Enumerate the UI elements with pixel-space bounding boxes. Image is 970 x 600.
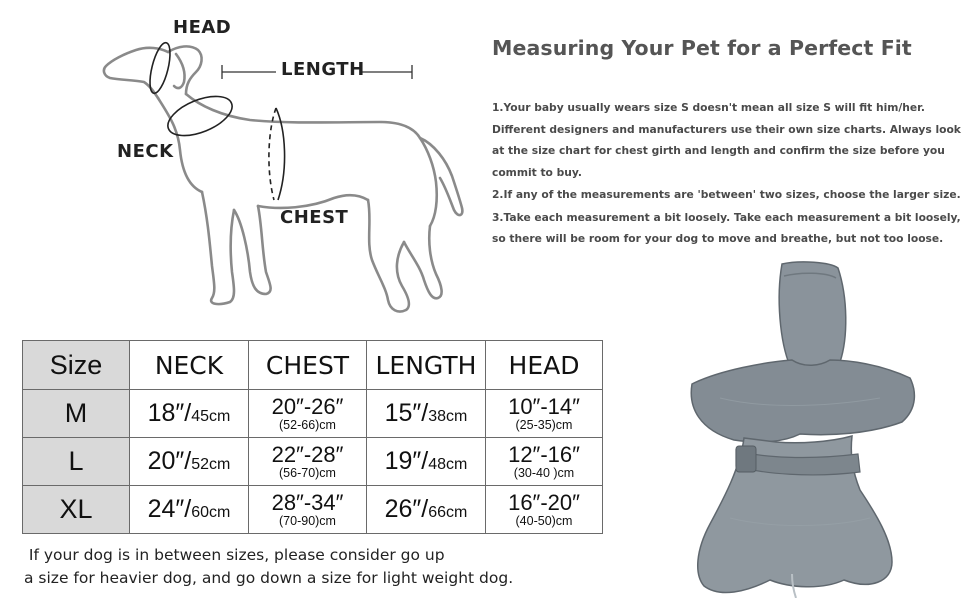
note-1: 1.Your baby usually wears size S doesn't mean all size S will fit him/her. Different designers and manufacturers use their own size charts. Always look at the size chart for chest girth and length and confirm the size before you commit to buy. xyxy=(492,101,961,179)
neck-cm: 60cm xyxy=(191,504,231,521)
head-cm: (25-35)cm xyxy=(515,418,573,432)
head-cell xyxy=(486,390,603,438)
size-cell: XL xyxy=(23,486,130,534)
size-cell: L xyxy=(23,438,130,486)
neck-inches: 20″/ xyxy=(147,447,192,475)
dog-outline-illustration xyxy=(90,10,490,330)
head-inches: 10″-14″ xyxy=(508,394,580,419)
neck-cm: 52cm xyxy=(191,456,231,473)
neck-inches: 24″/ xyxy=(147,495,192,523)
length-label: LENGTH xyxy=(281,59,365,80)
head-inches: 16″-20″ xyxy=(508,490,580,515)
chest-cm: (56-70)cm xyxy=(279,466,336,480)
dog-bathrobe-illustration xyxy=(680,258,920,598)
head-label: HEAD xyxy=(173,17,232,38)
chest-cell xyxy=(249,390,367,438)
header-head: HEAD xyxy=(486,341,603,390)
length-cell xyxy=(367,486,486,534)
chest-inches: 20″-26″ xyxy=(271,394,344,419)
chest-cell xyxy=(249,486,367,534)
table-row xyxy=(23,486,603,534)
table-header-row xyxy=(23,341,603,390)
neck-inches: 18″/ xyxy=(147,399,192,427)
neck-cell xyxy=(130,486,249,534)
footnote-line-2: a size for heavier dog, and go down a size for light weight dog. xyxy=(24,569,514,587)
neck-cell xyxy=(130,438,249,486)
note-3: 3.Take each measurement a bit loosely. Take each measurement a bit loosely, so there will be room for your dog to move and breathe, but not too loose. xyxy=(492,210,961,245)
chest-cm: (70-90)cm xyxy=(279,514,336,528)
length-cell xyxy=(367,390,486,438)
head-cm: (30-40 )cm xyxy=(513,466,575,480)
head-cm: (40-50)cm xyxy=(515,514,573,528)
size-cell: M xyxy=(23,390,130,438)
chest-inches: 28″-34″ xyxy=(271,490,344,515)
size-advice-footnote xyxy=(24,544,513,590)
footnote-line-1: If your dog is in between sizes, please consider go up xyxy=(24,546,445,564)
chest-label: CHEST xyxy=(280,207,349,228)
length-inches: 19″/ xyxy=(384,447,429,475)
neck-label: NECK xyxy=(117,141,174,162)
product-image xyxy=(680,258,920,598)
header-size: Size xyxy=(23,341,130,390)
size-chart-table xyxy=(22,340,603,534)
chest-inches: 22″-28″ xyxy=(271,442,344,467)
header-length: LENGTH xyxy=(367,341,486,390)
dog-measurement-diagram xyxy=(90,10,490,330)
measurement-notes xyxy=(492,97,962,251)
length-inches: 26″/ xyxy=(384,495,429,523)
chest-cm: (52-66)cm xyxy=(279,418,336,432)
table-row xyxy=(23,390,603,438)
header-neck: NECK xyxy=(130,341,249,390)
length-cell xyxy=(367,438,486,486)
length-cm: 38cm xyxy=(428,408,468,425)
head-cell xyxy=(486,438,603,486)
length-cm: 48cm xyxy=(428,456,468,473)
neck-cell xyxy=(130,390,249,438)
head-inches: 12″-16″ xyxy=(508,442,580,467)
neck-cm: 45cm xyxy=(191,408,231,425)
chest-cell xyxy=(249,438,367,486)
length-inches: 15″/ xyxy=(384,399,429,427)
table-row xyxy=(23,438,603,486)
length-cm: 66cm xyxy=(428,504,468,521)
note-2: 2.If any of the measurements are 'between' two sizes, choose the larger size. xyxy=(492,188,961,201)
head-cell xyxy=(486,486,603,534)
page-title: Measuring Your Pet for a Perfect Fit xyxy=(492,36,912,60)
header-chest: CHEST xyxy=(249,341,367,390)
